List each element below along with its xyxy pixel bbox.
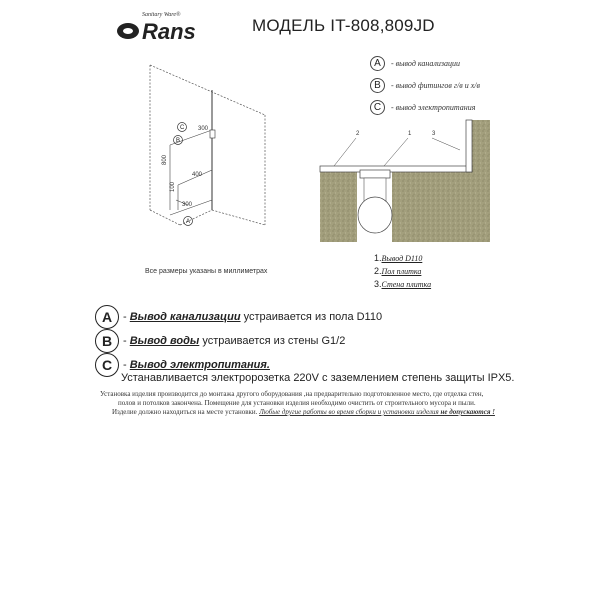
legend-letter: C <box>370 100 385 115</box>
section-caption-3 <box>374 279 431 289</box>
caption-text: Стена плитка <box>381 280 432 289</box>
caption-text: Вывод D110 <box>381 254 423 263</box>
dim-label: 400 <box>192 172 203 178</box>
legend-text: - вывод электропитания <box>391 102 476 112</box>
legend-text: - вывод канализации <box>391 58 460 68</box>
line-text: - Вывод канализации устраивается из пола D110 <box>123 311 383 323</box>
line-b <box>95 329 345 353</box>
line-a <box>95 305 382 329</box>
line-c-detail: Устанавливается электророзетка 220V с заземлением степень защиты IPX5. <box>121 372 515 384</box>
page-title: МОДЕЛЬ IT-808,809JD <box>252 16 435 35</box>
callout-3: 3 <box>432 131 436 137</box>
logo-tagline: Sanitary Ware® <box>142 12 181 18</box>
dim-label: 100 <box>170 181 176 192</box>
section-caption-1 <box>374 253 422 263</box>
units-note: Все размеры указаны в миллиметрах <box>145 268 268 275</box>
rans-logo <box>112 10 217 46</box>
dim-label: 300 <box>182 202 193 208</box>
line-text: - Вывод воды устраивается из стены G1/2 <box>123 335 346 347</box>
footer-line-2: полов и потолков закончена. Помещение для установки изделия необходимо очистить от строительного мусора и пыли. <box>118 399 476 407</box>
caption-text: Пол плитка <box>381 267 422 276</box>
caption-num: 3. <box>374 279 382 289</box>
line-letter: B <box>95 329 119 353</box>
marker-b: B <box>176 138 181 144</box>
legend-letter: B <box>370 78 385 93</box>
caption-num: 2. <box>374 266 382 276</box>
callout-2: 2 <box>356 131 360 137</box>
section-caption-2 <box>374 266 421 276</box>
section-diagram <box>312 110 502 245</box>
callout-1: 1 <box>408 131 412 137</box>
line-letter: C <box>95 353 119 377</box>
caption-num: 1. <box>374 253 382 263</box>
logo-mark-icon <box>116 22 140 40</box>
footer-line-3: Изделие должно находиться на месте установки. Любые другие работы во время сборки и установки изделия не допускаются ! <box>112 408 495 416</box>
legend-letter: A <box>370 56 385 71</box>
footer-line-1: Установка изделия производится до монтажа другого оборудования ,на предварительно подготовленное место, где отделка стен, <box>100 390 484 398</box>
logo-word: Rans <box>142 19 196 44</box>
legend-text: - вывод фитингов г/в и х/в <box>391 80 480 90</box>
line-text: - Вывод электропитания. <box>123 359 270 371</box>
dim-label: 300 <box>198 126 209 132</box>
legend-item-b <box>370 76 480 94</box>
legend-item-a <box>370 54 460 72</box>
line-letter: A <box>95 305 119 329</box>
dim-label: 800 <box>162 154 168 165</box>
marker-c: C <box>180 125 185 131</box>
marker-a: A <box>186 219 191 225</box>
isometric-diagram <box>140 60 280 270</box>
